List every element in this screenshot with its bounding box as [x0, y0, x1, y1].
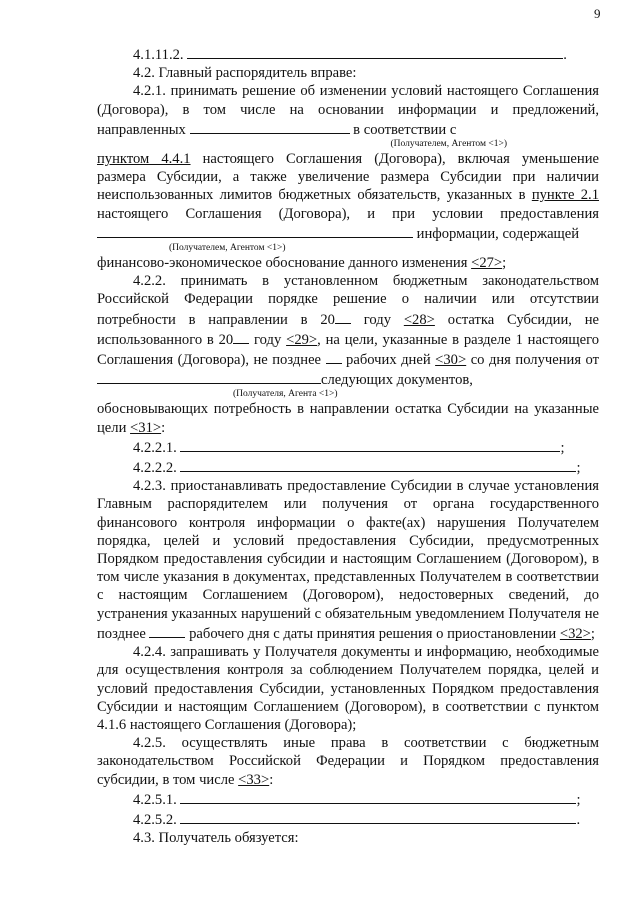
fill-in-line [180, 809, 576, 824]
clause-4-2-5-2: 4.2.5.2. . [97, 809, 599, 829]
clause-4-2-heading: 4.2. Главный распорядитель вправе: [133, 65, 357, 82]
clause-4-2-2-cont: обосновывающих потребность в направлении остатка Субсидии на указанные цели <31>: [97, 401, 599, 436]
footnote-ref[interactable]: <29> [286, 331, 318, 348]
reference-link[interactable]: пунктом 4.4.1 [97, 151, 191, 168]
clause-4-2-2-2: 4.2.2.2. ; [97, 457, 599, 477]
clause-4-3-heading: 4.3. Получатель обязуется: [133, 830, 299, 847]
fill-in-line [190, 119, 350, 134]
fill-in-line [326, 349, 342, 364]
clause-number: 4.1.11.2. [133, 47, 184, 63]
clause-4-2-2-1: 4.2.2.1. ; [97, 437, 599, 457]
footnote-ref[interactable]: <31> [130, 419, 162, 436]
document-body [97, 44, 599, 847]
clause-4-2-5: 4.2.5. осуществлять иные права в соответствии с бюджетным законодательством Российской Федерации и Порядком предоставления субсидии, в том числе <33>: [97, 735, 599, 788]
reference-link[interactable]: пункте 2.1 [531, 187, 600, 204]
page-number: 9 [594, 6, 601, 21]
fill-in-line [187, 44, 563, 59]
clause-4-2-3: 4.2.3. приостанавливать предоставление Субсидии в случае установления Главным распорядителем или получения от органа государственного финансового контроля информации о факте(ах) нарушения Получателем порядка, целей и условий предоставления Субсидии, предусмотренных Порядком предоставления субсидии и настоящим Соглашением (Договором), в том числе указания в документах, представленных Получателем в соответствии с настоящим Соглашением (Договором), недостоверных сведений, до устранения указанных нарушений с обязательным уведомлением Получателя не позднее рабочего дня с даты принятия решения о приостановлении <32>; [97, 478, 599, 642]
clause-4-2-4: 4.2.4. запрашивать у Получателя документы и информацию, необходимые для осуществления контроля за соблюдением Получателем порядка, целей и условий предоставления Субсидии, установленных Порядком предоставления Субсидии и настоящим Соглашением (Договором), в соответствии с пунктом 4.1.6 настоящего Соглашения (Договора); [97, 644, 599, 733]
fill-in-line [180, 789, 576, 804]
fill-in-line [97, 223, 413, 238]
clause-4-2-5-1: 4.2.5.1. ; [97, 789, 599, 809]
footnote-ref[interactable]: <32> [559, 625, 591, 642]
fill-in-line [233, 329, 249, 344]
fill-in-line [180, 457, 576, 472]
footnote-ref[interactable]: <30> [435, 352, 467, 369]
clause-4-1-11-2: 4.1.11.2. . [97, 44, 599, 64]
field-caption: (Получателя, Агента <1>) [233, 389, 338, 400]
field-caption: (Получателем, Агентом <1>) [169, 243, 286, 254]
clause-4-2-1-cont: пунктом 4.4.1 настоящего Соглашения (Договора), включая уменьшение размера Субсидии, а также увеличение размера Субсидии при наличии неиспользованных лимитов бюджетных обязательств, указанных в пункте 2.1 настоящего Соглашения (Договора), и при условии предоставления информации, содержащей [97, 151, 600, 242]
clause-4-2-1: 4.2.1. принимать решение об изменении условий настоящего Соглашения (Договора), в том числе на основании информации и предложений, направленных в соответствии с [97, 83, 599, 138]
field-caption: (Получателем, Агентом <1>) [390, 139, 507, 150]
footnote-ref[interactable]: <28> [403, 311, 435, 328]
fill-in-line [335, 309, 351, 324]
footnote-ref[interactable]: <27> [471, 255, 503, 272]
fill-in-line [180, 437, 560, 452]
fill-in-line [149, 623, 185, 638]
fill-in-line [97, 369, 321, 384]
clause-4-2-1-end: финансово-экономическое обоснование данного изменения <27>; [97, 255, 507, 272]
footnote-ref[interactable]: <33> [238, 771, 270, 788]
clause-4-2-2: 4.2.2. принимать в установленном бюджетным законодательством Российской Федерации порядке решение о наличии или отсутствии потребности в направлении в 20 году <28> остатка Субсидии, не использованного в 20 году <29>, на цели, указанные в разделе 1 настоящего Соглашения (Договора), не позднее рабочих дней <30> со дня получения от следующих документов, [97, 273, 600, 389]
